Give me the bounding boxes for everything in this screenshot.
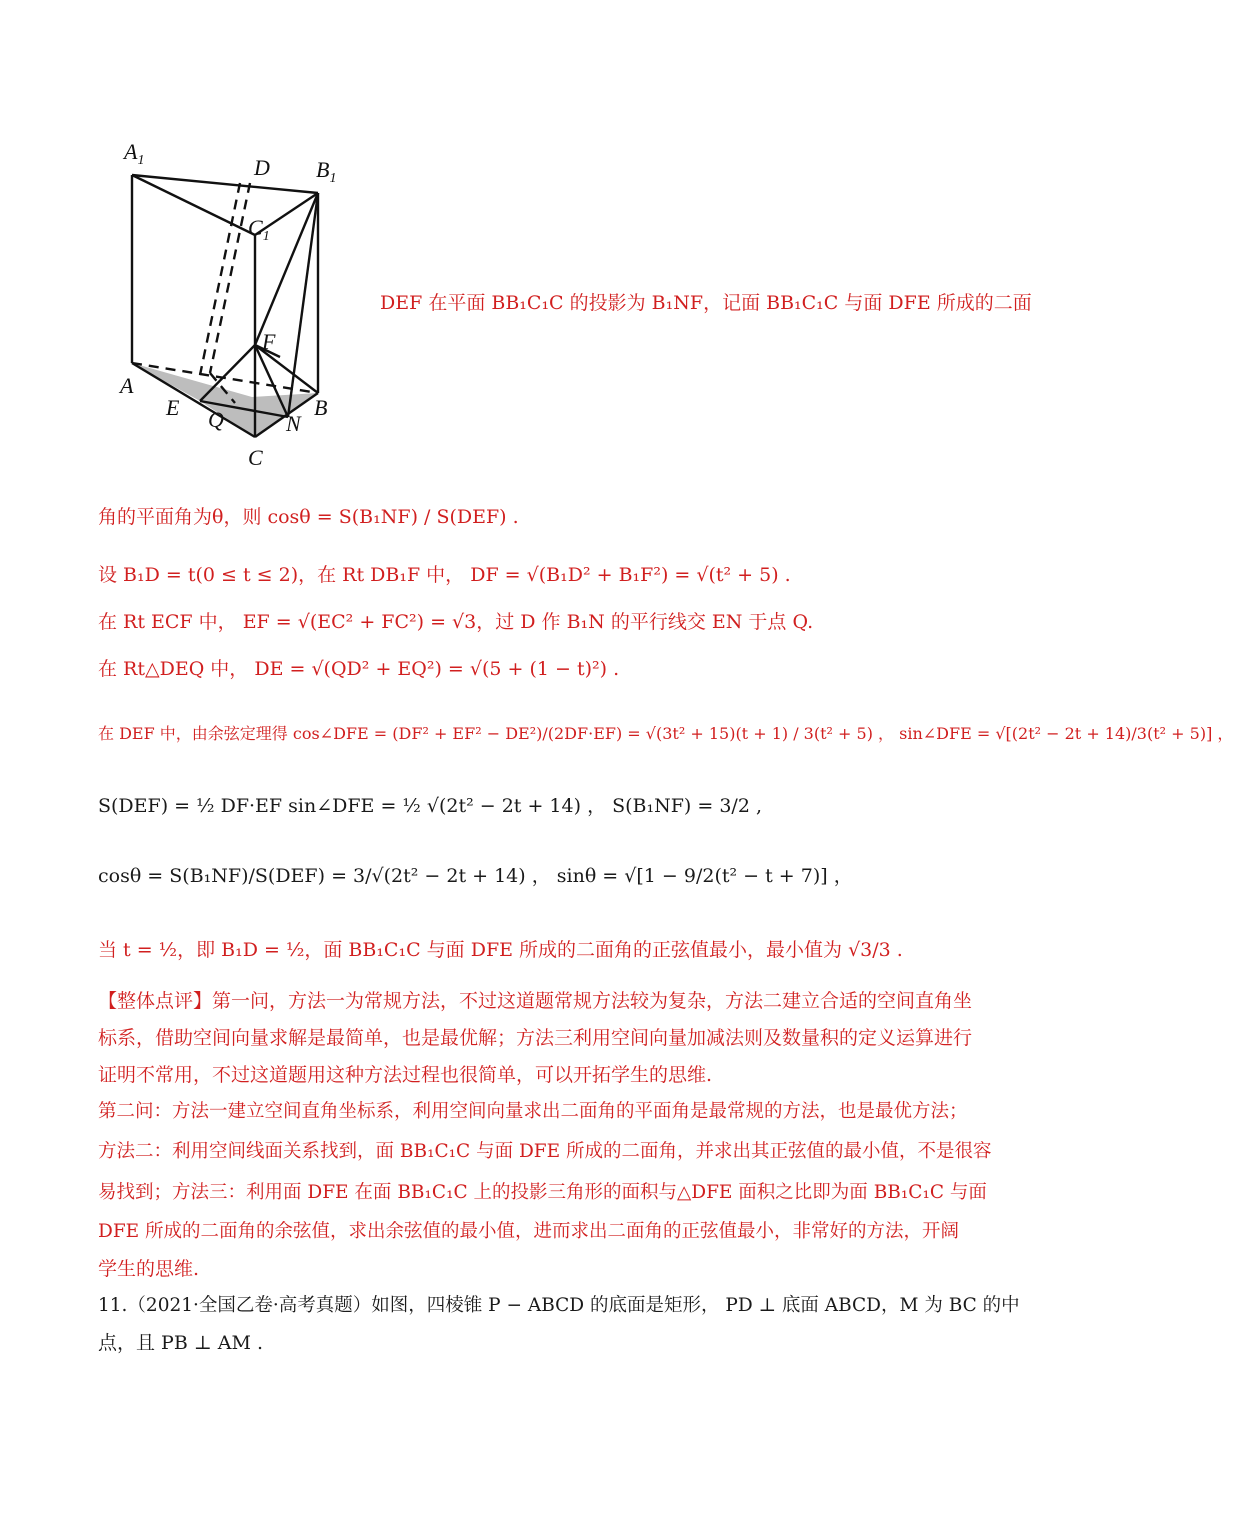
label-D: D: [254, 155, 270, 180]
text-line-12: 证明不常用，不过这道题用这种方法过程也很简单，可以开拓学生的思维.: [98, 1064, 713, 1086]
label-B: B: [314, 395, 328, 420]
text-line-17: 学生的思维.: [98, 1258, 200, 1280]
prism-figure: [110, 135, 350, 475]
text-line-16: DFE 所成的二面角的余弦值，求出余弦值的最小值，进而求出二面角的正弦值最小，非常好的方法，开阔: [98, 1221, 960, 1242]
text-line-15: 易找到；方法三：利用面 DFE 在面 BB₁C₁C 上的投影三角形的面积与△DFE 面积之比即为面 BB₁C₁C 与面: [98, 1182, 987, 1203]
label-C: C: [248, 445, 263, 470]
text-line-2: 角的平面角为θ，则 cosθ = S(B₁NF) / S(DEF) .: [98, 506, 519, 528]
label-A1: $A_1$: [124, 139, 145, 168]
text-line-4: 在 Rt ECF 中， EF = √(EC² + FC²) = √3，过 D 作 B₁N 的平行线交 EN 于点 Q.: [98, 611, 814, 633]
text-line-11: 标系，借助空间向量求解是最简单，也是最优解；方法三利用空间向量加减法则及数量积的定义运算进行: [98, 1027, 973, 1049]
label-C1: $C_1$: [248, 215, 270, 244]
label-B1: $B_1$: [316, 157, 337, 186]
text-line-6: 在 DEF 中，由余弦定理得 cos∠DFE = (DF² + EF² − DE²)/(2DF·EF) = √(3t² + 15)(t + 1) / 3(t² + 5) ， sin∠DFE = √[(2t² − 2t + 14)/3(t² + 5)] ，: [98, 724, 1233, 743]
text-line-3: 设 B₁D = t(0 ≤ t ≤ 2)，在 Rt DB₁F 中， DF = √(B₁D² + B₁F²) = √(t² + 5) .: [98, 564, 791, 586]
text-line-5: 在 Rt△DEQ 中， DE = √(QD² + EQ²) = √(5 + (1 − t)²) .: [98, 658, 620, 680]
text-line-14: 方法二：利用空间线面关系找到，面 BB₁C₁C 与面 DFE 所成的二面角，并求出其正弦值的最小值，不是很容: [98, 1141, 992, 1162]
text-line-7: S(DEF) = ½ DF·EF sin∠DFE = ½ √(2t² − 2t + 14) ， S(B₁NF) = 3/2 ,: [98, 795, 762, 817]
label-F: F: [262, 329, 276, 354]
problem-11-line-1: 11.（2021·全国乙卷·高考真题）如图，四棱锥 P − ABCD 的底面是矩形， PD ⊥ 底面 ABCD，M 为 BC 的中: [98, 1295, 1020, 1316]
label-Q: Q: [208, 407, 224, 432]
text-line-1: DEF 在平面 BB₁C₁C 的投影为 B₁NF，记面 BB₁C₁C 与面 DFE 所成的二面: [380, 292, 1032, 314]
text-line-9: 当 t = ½，即 B₁D = ½，面 BB₁C₁C 与面 DFE 所成的二面角的正弦值最小，最小值为 √3/3 .: [98, 939, 903, 961]
label-N: N: [286, 411, 301, 436]
problem-11-line-2: 点，且 PB ⊥ AM .: [98, 1332, 263, 1354]
label-A: A: [120, 373, 134, 398]
text-line-10: 【整体点评】第一问，方法一为常规方法，不过这道题常规方法较为复杂，方法二建立合适的空间直角坐: [98, 990, 973, 1012]
text-line-8: cosθ = S(B₁NF)/S(DEF) = 3/√(2t² − 2t + 14) ， sinθ = √[1 − 9/2(t² − t + 7)] ，: [98, 865, 853, 887]
label-E: E: [166, 395, 180, 420]
text-line-13: 第二问：方法一建立空间直角坐标系，利用空间向量求出二面角的平面角是最常规的方法，也是最优方法；: [98, 1101, 968, 1122]
